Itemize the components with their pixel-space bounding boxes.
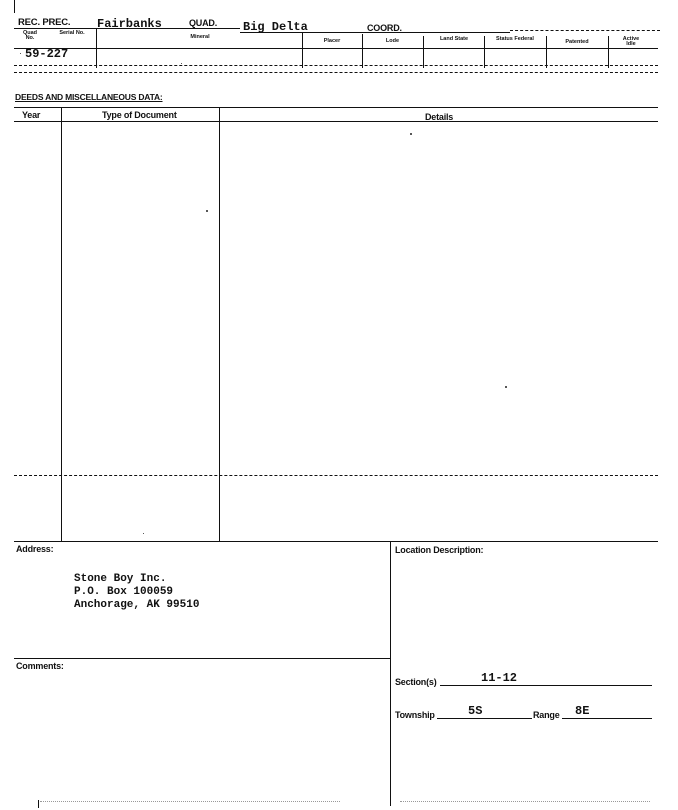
header-top-rule-left: [14, 28, 240, 29]
deeds-table-top-rule: [14, 107, 658, 108]
header-subhead-rule: [14, 48, 658, 49]
status-federal-label: Status Federal: [496, 36, 534, 42]
header-col-div-1: [96, 28, 97, 68]
section-value-line: [440, 685, 652, 686]
header-col-div-7: [608, 36, 609, 68]
address-label: Address:: [16, 544, 54, 554]
header-bottom-rule-2: [14, 72, 658, 73]
township-value-line: [437, 718, 532, 719]
header-col-div-2: [302, 32, 303, 68]
placer-label: Placer: [323, 38, 341, 44]
scan-mark: [505, 386, 507, 388]
address-line-1: Stone Boy Inc.: [74, 573, 167, 585]
scan-mark: [143, 533, 144, 534]
coord-label: COORD.: [367, 23, 402, 33]
range-label: Range: [533, 710, 560, 720]
header-top-rule-mid: [240, 32, 510, 33]
bottom-scan-mark: [38, 800, 39, 808]
scan-mark: [181, 63, 182, 64]
address-block: [74, 573, 199, 612]
lode-label: Lode: [385, 38, 400, 44]
col-details-header: Details: [425, 112, 454, 122]
patented-label: Patented: [565, 39, 589, 45]
col-type-header: Type of Document: [102, 110, 177, 120]
location-description-label: Location Description:: [395, 545, 484, 555]
township-label: Township: [395, 710, 435, 720]
rec-prec-label: REC. PREC.: [18, 17, 71, 28]
deeds-header-rule: [14, 121, 658, 122]
quad-value: Big Delta: [243, 20, 308, 34]
top-mark: [14, 0, 15, 13]
header-col-div-5: [484, 36, 485, 68]
deeds-mid-rule: [14, 475, 658, 476]
scan-mark: [206, 210, 208, 212]
bottom-scan-noise-left: [40, 801, 340, 802]
comments-label: Comments:: [16, 661, 64, 671]
address-line-2: P.O. Box 100059: [74, 586, 174, 598]
comments-top-rule: [14, 658, 390, 659]
header-top-rule-right: [510, 30, 660, 31]
section-value: 11-12: [481, 671, 518, 685]
mineral-label: Mineral: [190, 34, 210, 40]
rec-prec-value: Fairbanks: [97, 17, 162, 31]
lower-top-rule: [14, 541, 658, 542]
quad-label: QUAD.: [189, 18, 217, 28]
deeds-section-title: DEEDS AND MISCELLANEOUS DATA:: [15, 92, 163, 102]
section-label: Section(s): [395, 677, 437, 687]
serial-no-label: Serial No.: [59, 30, 85, 36]
quad-no-value: 59-227: [25, 47, 69, 61]
address-line-3: Anchorage, AK 99510: [74, 599, 200, 611]
header-bottom-rule-1: [14, 65, 658, 66]
scan-mark: [410, 133, 412, 135]
lower-col-div: [390, 541, 391, 806]
quad-no-label: Quad No.: [22, 30, 38, 41]
bottom-scan-noise-right: [400, 801, 650, 802]
scan-mark: [20, 53, 21, 54]
township-value: 5S: [468, 704, 483, 718]
range-value-line: [562, 718, 652, 719]
range-value: 8E: [575, 704, 590, 718]
active-idle-label: Active Idle: [622, 36, 640, 47]
land-state-label: Land State: [439, 36, 469, 42]
col-year-header: Year: [22, 110, 41, 120]
header-col-div-4: [423, 36, 424, 68]
